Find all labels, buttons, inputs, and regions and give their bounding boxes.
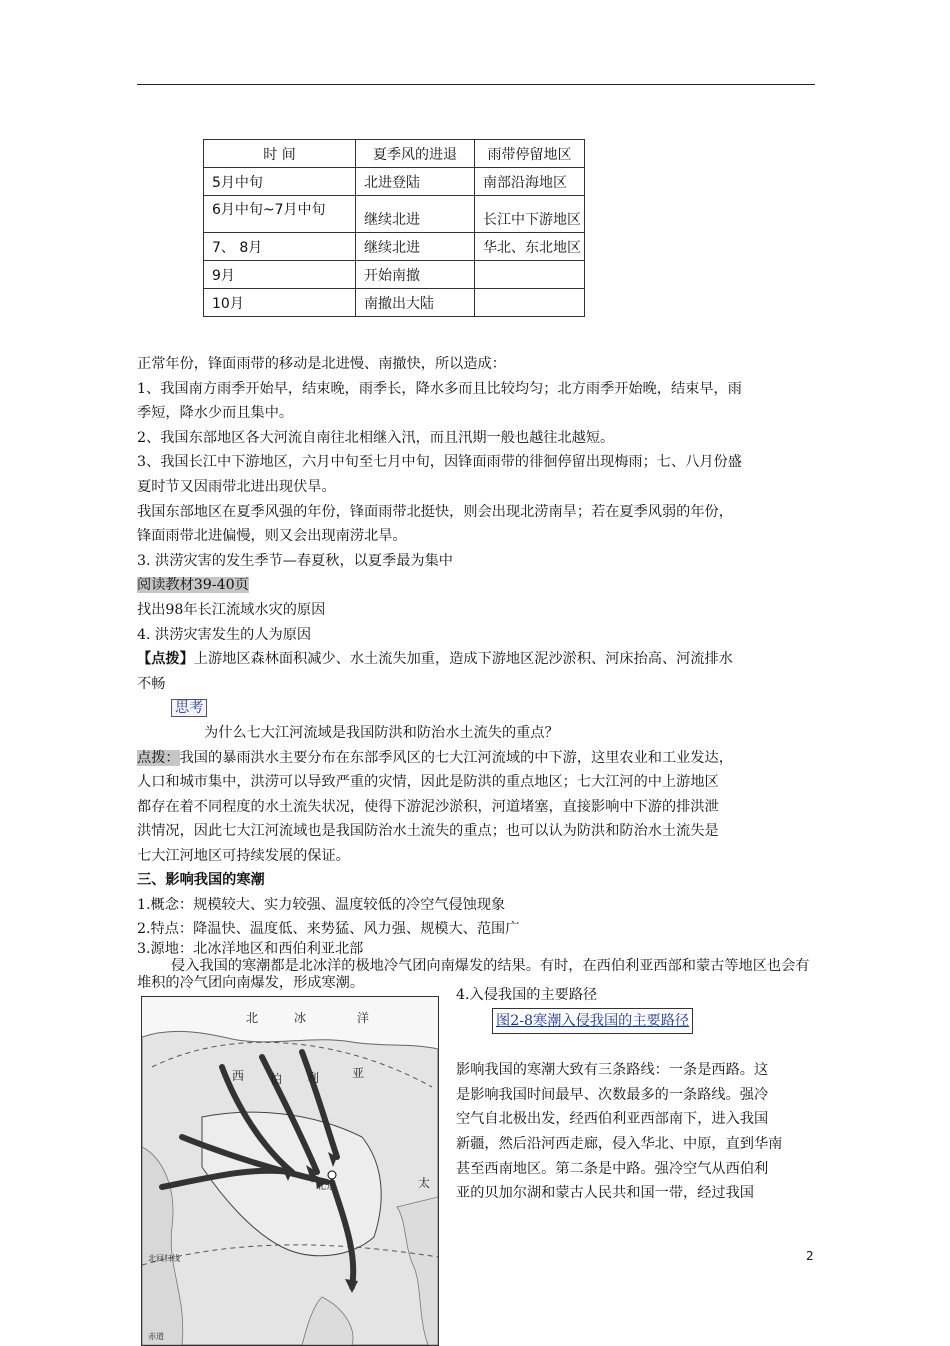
tip-paragraph <box>137 647 822 672</box>
table-cell: 5月中旬 <box>204 168 356 196</box>
cold-wave-route-map <box>141 996 439 1346</box>
table-cell: 华北、东北地区 <box>475 233 585 261</box>
table-cell: 继续北进 <box>356 196 475 233</box>
table-cell: 南撤出大陆 <box>356 289 475 317</box>
paragraph: 正常年份，锋面雨带的移动是北进慢、南撤快，所以造成： <box>137 356 506 372</box>
paragraph: 七大江河地区可持续发展的保证。 <box>137 847 350 864</box>
paragraph: 甚至西南地区。第二条是中路。强冷空气从西伯利 <box>456 1160 769 1177</box>
table-cell: 7、 8月 <box>204 233 356 261</box>
table-row <box>204 233 585 261</box>
paragraph: 是影响我国时间最早、次数最多的一条路线。强冷 <box>456 1086 769 1103</box>
map-label: 北回归线 <box>148 1254 180 1263</box>
table-cell: 继续北进 <box>356 233 475 261</box>
paragraph: 不畅 <box>137 675 166 692</box>
table-cell: 南部沿海地区 <box>475 168 585 196</box>
table-row <box>204 196 585 233</box>
paragraph: 3. 洪涝灾害的发生季节—春夏秋，以夏季最为集中 <box>137 552 453 569</box>
paragraph: 影响我国的寒潮大致有三条路线：一条是西路。这 <box>456 1062 769 1079</box>
map-label: 赤道 <box>148 1332 164 1341</box>
paragraph: 我国东部地区在夏季风强的年份，锋面雨带北挺快，则会出现北涝南旱；若在夏季风弱的年份， <box>137 503 733 520</box>
table-cell <box>475 289 585 317</box>
map-label: 冰 <box>294 1011 307 1025</box>
paragraph: 锋面雨带北进偏慢，则又会出现南涝北旱。 <box>137 528 407 545</box>
map-label: 北京 <box>316 1181 336 1192</box>
route-description <box>456 983 818 1206</box>
table-header-cell: 时 间 <box>204 140 356 168</box>
table-cell <box>475 261 585 289</box>
map-label: 洋 <box>357 1011 370 1025</box>
list-item: 1.概念：规模较大、实力较强、温度较低的冷空气侵蚀现象 <box>137 897 506 914</box>
page-number: 2 <box>806 1249 814 1263</box>
paragraph: 新疆，然后沿河西走廊，侵入华北、中原，直到华南 <box>456 1135 783 1152</box>
table-cell: 长江中下游地区 <box>475 196 585 233</box>
think-question: 为什么七大江河流域是我国防洪和防治水土流失的重点？ <box>204 724 559 741</box>
tip-text: 我国的暴雨洪水主要分布在东部季风区的七大江河流域的中下游，这里农业和工业发达， <box>179 749 733 766</box>
paragraph: 人口和城市集中，洪涝可以导致严重的灾情，因此是防洪的重点地区；七大江河的中上游地区 <box>137 774 719 791</box>
main-text <box>137 352 822 992</box>
paragraph: 季短，降水少而且集中。 <box>137 405 294 422</box>
paragraph: 2、我国东部地区各大河流自南往北相继入汛，而且汛期一般也越往北越短。 <box>137 429 615 446</box>
tip-label: 【点拨】 <box>137 651 194 668</box>
map-label: 伯 <box>270 1072 283 1086</box>
paragraph: 空气自北极出发，经西伯利亚西部南下，进入我国 <box>456 1111 769 1128</box>
think-heading <box>137 696 822 721</box>
think-label: 思考 <box>171 699 207 717</box>
list-item: 3.源地：北冰洋地区和西伯利亚北部 <box>137 940 364 957</box>
paragraph: 1、我国南方雨季开始早，结束晚，雨季长，降水多而且比较均匀；北方雨季开始晚，结束早，雨 <box>137 380 742 397</box>
paragraph: 亚的贝加尔湖和蒙古人民共和国一带，经过我国 <box>456 1185 754 1202</box>
figure-caption-line <box>456 1008 818 1033</box>
map-label: 太 <box>418 1176 431 1190</box>
figure-caption-link[interactable]: 图2-8寒潮入侵我国的主要路径 <box>492 1008 693 1035</box>
subheading: 4.入侵我国的主要路径 <box>456 987 598 1003</box>
highlighted-text: 阅读教材39-40页 <box>137 577 249 594</box>
list-item: 2.特点：降温快、温度低、来势猛、风力强、规模大、范围广 <box>137 920 520 937</box>
paragraph: 洪情况，因此七大江河流域也是我国防治水土流失的重点；也可以认为防洪和防治水土流失是 <box>137 823 719 840</box>
section-heading: 三、影响我国的寒潮 <box>137 872 265 889</box>
table-row <box>204 261 585 289</box>
table-header-cell: 夏季风的进退 <box>356 140 475 168</box>
table-cell: 开始南撤 <box>356 261 475 289</box>
table-header-row <box>204 140 585 168</box>
paragraph: 3、我国长江中下游地区，六月中旬至七月中旬，因锋面雨带的徘徊停留出现梅雨；七、八月份盛 <box>137 454 742 471</box>
map-label: 西 <box>232 1069 245 1083</box>
table-row <box>204 289 585 317</box>
header-rule <box>137 84 815 85</box>
reading-assignment <box>137 573 822 598</box>
tip-paragraph <box>137 746 822 771</box>
table-cell: 6月中旬~7月中旬 <box>204 196 356 233</box>
paragraph: 4. 洪涝灾害发生的人为原因 <box>137 626 312 643</box>
table-header-cell: 雨带停留地区 <box>475 140 585 168</box>
map-label: 利 <box>307 1071 320 1085</box>
table-cell: 9月 <box>204 261 356 289</box>
paragraph: 都存在着不同程度的水土流失状况，使得下游泥沙淤积，河道堵塞，直接影响中下游的排洪泄 <box>137 798 719 815</box>
paragraph: 夏时节又因雨带北进出现伏旱。 <box>137 478 336 495</box>
table-row <box>204 168 585 196</box>
paragraph-text: 侵入我国的寒潮都是北冰洋的极地冷气团向南爆发的结果。有时，在西伯利亚西部和蒙古等地区也会有堆积的冷气团向南爆发，形成寒潮。 <box>137 957 810 991</box>
monsoon-rain-belt-table <box>203 139 585 317</box>
table-cell: 10月 <box>204 289 356 317</box>
table-cell: 北进登陆 <box>356 168 475 196</box>
tip-text: 上游地区森林面积减少、水土流失加重，造成下游地区泥沙淤积、河床抬高、河流排水 <box>193 651 733 668</box>
paragraph: 找出98年长江流域水灾的原因 <box>137 601 326 618</box>
map-label: 北 <box>246 1011 259 1025</box>
tip-label: 点拨： <box>137 749 180 766</box>
map-label: 亚 <box>352 1066 365 1080</box>
